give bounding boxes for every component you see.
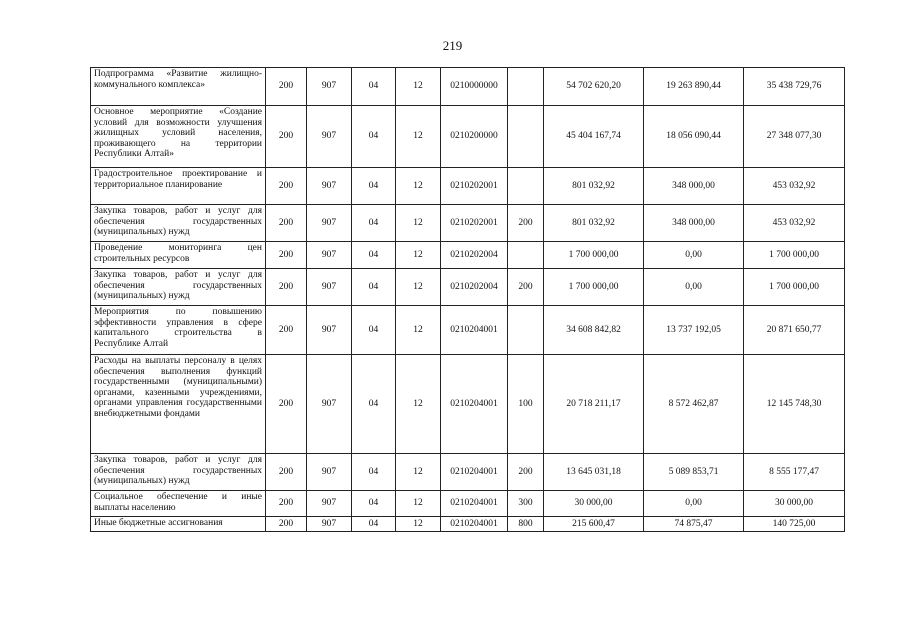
- cell-s1: 34 608 842,82: [544, 306, 644, 355]
- cell-c3: 04: [352, 491, 396, 517]
- cell-c4: 12: [396, 68, 441, 106]
- cell-c4: 12: [396, 517, 441, 532]
- cell-c1: 200: [266, 68, 307, 106]
- table-row: [91, 205, 845, 242]
- cell-s3: 20 871 650,77: [744, 306, 845, 355]
- cell-c3: 04: [352, 242, 396, 269]
- row-name: Закупка товаров, работ и услуг для обеспечения государственных (муниципальных) нужд: [91, 205, 266, 242]
- cell-c1: 200: [266, 491, 307, 517]
- cell-code: 0210204001: [441, 454, 508, 491]
- cell-vr: 100: [508, 355, 544, 454]
- cell-c4: 12: [396, 168, 441, 205]
- row-name: Проведение мониторинга цен строительных ресурсов: [91, 242, 266, 269]
- cell-c4: 12: [396, 454, 441, 491]
- cell-s1: 54 702 620,20: [544, 68, 644, 106]
- cell-s2: 348 000,00: [644, 168, 744, 205]
- cell-c1: 200: [266, 168, 307, 205]
- cell-code: 0210204001: [441, 517, 508, 532]
- cell-c1: 200: [266, 517, 307, 532]
- cell-c1: 200: [266, 269, 307, 306]
- cell-c2: 907: [307, 355, 352, 454]
- cell-c3: 04: [352, 269, 396, 306]
- row-name: Мероприятия по повышению эффективности управления в сфере капитального строительства в Республике Алтай: [91, 306, 266, 355]
- cell-c2: 907: [307, 454, 352, 491]
- row-name: Градостроительное проектирование и территориальное планирование: [91, 168, 266, 205]
- cell-c3: 04: [352, 454, 396, 491]
- cell-s3: 140 725,00: [744, 517, 845, 532]
- cell-c2: 907: [307, 68, 352, 106]
- cell-s2: 19 263 890,44: [644, 68, 744, 106]
- cell-s3: 12 145 748,30: [744, 355, 845, 454]
- cell-c4: 12: [396, 205, 441, 242]
- budget-table: [90, 67, 845, 532]
- cell-vr: 300: [508, 491, 544, 517]
- row-name: Подпрограмма «Развитие жилищно-коммунального комплекса»: [91, 68, 266, 106]
- cell-c2: 907: [307, 491, 352, 517]
- cell-s2: 18 056 090,44: [644, 106, 744, 168]
- table-row: [91, 68, 845, 106]
- cell-s1: 801 032,92: [544, 205, 644, 242]
- table-row: [91, 106, 845, 168]
- table-row: [91, 306, 845, 355]
- cell-c3: 04: [352, 106, 396, 168]
- cell-c4: 12: [396, 106, 441, 168]
- cell-c3: 04: [352, 355, 396, 454]
- cell-vr: 200: [508, 454, 544, 491]
- cell-c2: 907: [307, 269, 352, 306]
- cell-code: 0210202001: [441, 168, 508, 205]
- cell-vr: [508, 242, 544, 269]
- cell-c3: 04: [352, 68, 396, 106]
- table-row: [91, 454, 845, 491]
- row-name: Расходы на выплаты персоналу в целях обеспечения выполнения функций государственными (муниципальными) органами, казенными учреждениями, органами управления государственными внебюджетными фондами: [91, 355, 266, 454]
- cell-vr: 200: [508, 205, 544, 242]
- cell-vr: [508, 68, 544, 106]
- cell-c4: 12: [396, 242, 441, 269]
- cell-s1: 1 700 000,00: [544, 269, 644, 306]
- cell-s3: 453 032,92: [744, 168, 845, 205]
- cell-code: 0210202001: [441, 205, 508, 242]
- cell-s3: 8 555 177,47: [744, 454, 845, 491]
- cell-c2: 907: [307, 106, 352, 168]
- row-name: Иные бюджетные ассигнования: [91, 517, 266, 532]
- table-row: [91, 242, 845, 269]
- cell-c1: 200: [266, 205, 307, 242]
- cell-vr: [508, 168, 544, 205]
- cell-c3: 04: [352, 517, 396, 532]
- cell-s1: 13 645 031,18: [544, 454, 644, 491]
- row-name: Закупка товаров, работ и услуг для обеспечения государственных (муниципальных) нужд: [91, 454, 266, 491]
- cell-code: 0210204001: [441, 306, 508, 355]
- cell-c3: 04: [352, 306, 396, 355]
- cell-vr: 200: [508, 269, 544, 306]
- cell-c1: 200: [266, 106, 307, 168]
- cell-s1: 1 700 000,00: [544, 242, 644, 269]
- cell-code: 0210204001: [441, 355, 508, 454]
- cell-code: 0210000000: [441, 68, 508, 106]
- cell-s2: 0,00: [644, 269, 744, 306]
- cell-c2: 907: [307, 168, 352, 205]
- cell-c3: 04: [352, 205, 396, 242]
- cell-code: 0210202004: [441, 242, 508, 269]
- cell-s2: 5 089 853,71: [644, 454, 744, 491]
- cell-c4: 12: [396, 269, 441, 306]
- row-name: Основное мероприятие «Создание условий для возможности улучшения жилищных условий населения, проживающего на территории Республики Алтай»: [91, 106, 266, 168]
- row-name: Закупка товаров, работ и услуг для обеспечения государственных (муниципальных) нужд: [91, 269, 266, 306]
- cell-s3: 453 032,92: [744, 205, 845, 242]
- cell-s2: 348 000,00: [644, 205, 744, 242]
- cell-s2: 0,00: [644, 491, 744, 517]
- page-number: 219: [442, 38, 463, 53]
- cell-c1: 200: [266, 454, 307, 491]
- cell-vr: [508, 306, 544, 355]
- cell-s3: 1 700 000,00: [744, 242, 845, 269]
- cell-c1: 200: [266, 306, 307, 355]
- cell-c1: 200: [266, 242, 307, 269]
- cell-s1: 20 718 211,17: [544, 355, 644, 454]
- cell-code: 0210202004: [441, 269, 508, 306]
- cell-c4: 12: [396, 491, 441, 517]
- cell-s2: 8 572 462,87: [644, 355, 744, 454]
- cell-code: 0210200000: [441, 106, 508, 168]
- cell-s2: 13 737 192,05: [644, 306, 744, 355]
- row-name: Социальное обеспечение и иные выплаты населению: [91, 491, 266, 517]
- cell-c1: 200: [266, 355, 307, 454]
- cell-s1: 215 600,47: [544, 517, 644, 532]
- cell-c2: 907: [307, 517, 352, 532]
- cell-s3: 27 348 077,30: [744, 106, 845, 168]
- cell-c2: 907: [307, 205, 352, 242]
- cell-s2: 0,00: [644, 242, 744, 269]
- cell-vr: 800: [508, 517, 544, 532]
- table-row: [91, 491, 845, 517]
- cell-c4: 12: [396, 355, 441, 454]
- cell-c3: 04: [352, 168, 396, 205]
- cell-s1: 30 000,00: [544, 491, 644, 517]
- cell-vr: [508, 106, 544, 168]
- table-row: [91, 269, 845, 306]
- cell-c2: 907: [307, 306, 352, 355]
- cell-c2: 907: [307, 242, 352, 269]
- table-row: [91, 355, 845, 454]
- cell-s1: 801 032,92: [544, 168, 644, 205]
- cell-s3: 30 000,00: [744, 491, 845, 517]
- cell-s3: 35 438 729,76: [744, 68, 845, 106]
- table-row: [91, 168, 845, 205]
- cell-s1: 45 404 167,74: [544, 106, 644, 168]
- cell-c4: 12: [396, 306, 441, 355]
- cell-s2: 74 875,47: [644, 517, 744, 532]
- cell-code: 0210204001: [441, 491, 508, 517]
- table-row: [91, 517, 845, 532]
- cell-s3: 1 700 000,00: [744, 269, 845, 306]
